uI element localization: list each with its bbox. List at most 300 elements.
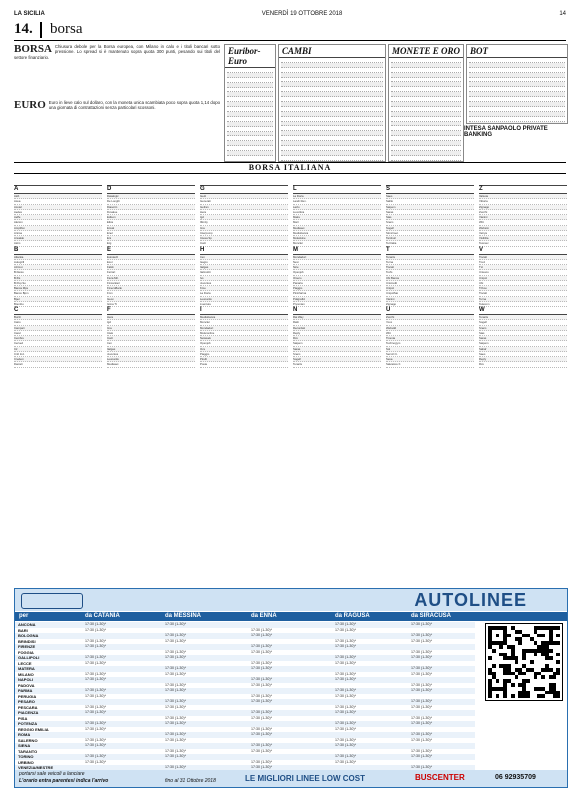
- stock-column: [200, 175, 288, 585]
- qr-cell: [496, 694, 500, 698]
- stock-row: Tenaris: [386, 255, 474, 260]
- departure-time: 17:30 (1-30)*: [411, 655, 432, 659]
- qr-cell: [541, 634, 545, 638]
- stock-letter: F: [107, 307, 195, 315]
- section-header: [14, 20, 566, 41]
- stock-row: Webuild: [386, 326, 474, 331]
- stock-row: Sabaf: [479, 347, 567, 352]
- stock-row: Vianini: [479, 215, 567, 220]
- stock-row: Zignago: [386, 302, 474, 307]
- qr-cell: [496, 679, 500, 683]
- departure-time: 17:30 (1-30)*: [85, 759, 106, 764]
- brand: BUSCENTER: [415, 773, 465, 782]
- paper-name: LA SICILIA: [14, 10, 45, 17]
- stock-row: Tiscali: [479, 255, 567, 260]
- stock-row: Rai Way: [293, 315, 381, 320]
- stock-row: Cerved: [14, 341, 102, 346]
- stock-row: Intesa Sp: [200, 236, 288, 241]
- box-rows: [389, 58, 463, 162]
- city-name: BRINDISI: [18, 638, 36, 644]
- stock-row: Yoox: [386, 320, 474, 325]
- qr-cell: [549, 656, 553, 660]
- stock-row: B.Desio: [14, 270, 102, 275]
- stock-row: Acea: [14, 199, 102, 204]
- departure-time: 17:30 (1-30)*: [251, 748, 272, 753]
- departure-time: 17:30 (1-30)*: [165, 638, 186, 643]
- stock-letter: M: [293, 247, 381, 255]
- stock-row: Prysmian: [293, 302, 381, 307]
- stock-row: Recordati: [293, 326, 381, 331]
- city-name: PARMA: [18, 688, 33, 693]
- departure-time: 17:30 (1-30)*: [251, 677, 272, 681]
- stock-row: Buzzi: [14, 315, 102, 320]
- stock-row: Mondadori: [293, 255, 381, 260]
- stock-row: Saras: [293, 347, 381, 352]
- qr-cell: [488, 656, 492, 660]
- qr-cell: [549, 649, 553, 653]
- stock-letter: G: [200, 186, 288, 194]
- stock-column: [14, 175, 102, 585]
- departure-time: 17:30 (1-30)*: [411, 622, 432, 626]
- departure-time: 17:30 (1-30)*: [411, 682, 432, 687]
- departure-time: 17:30 (1-30)*: [335, 688, 356, 692]
- article-body: Euro in lieve calo sul dollaro, con la moneta unica scambiata poco sopra quota 1,14 dopo una giornata di contrattazioni senza particolari scossoni.: [48, 100, 220, 111]
- city-name: LECCE: [18, 660, 32, 666]
- box-title: MONETE E ORO: [389, 45, 463, 58]
- departure-time: 17:30 (1-30)*: [335, 671, 356, 676]
- departure-time: 17:30 (1-30)*: [411, 765, 432, 769]
- departure-time: 17:30 (1-30)*: [335, 655, 356, 659]
- stock-row: Hera: [200, 210, 288, 215]
- departure-time: 17:30 (1-30)*: [85, 627, 106, 632]
- stock-row: Erg: [107, 241, 195, 246]
- stock-row: Anima: [14, 231, 102, 236]
- stock-row: Sogefi: [479, 320, 567, 325]
- stock-row: Reply: [293, 331, 381, 336]
- stock-row: Servizi It.: [386, 352, 474, 357]
- departure-time: 17:30 (1-30)*: [251, 644, 272, 648]
- departure-time: 17:30 (1-30)*: [251, 682, 272, 687]
- box-title: CAMBI: [279, 45, 385, 58]
- departure-time: 17:30 (1-30)*: [411, 704, 432, 709]
- stock-row: Triboo: [479, 286, 567, 291]
- col-per: per: [19, 613, 29, 619]
- autolinee-banner: [15, 589, 567, 611]
- stock-row: Safilo: [386, 199, 474, 204]
- departure-time: 17:30 (1-30)*: [251, 627, 272, 632]
- stock-row: Lventure: [200, 302, 288, 307]
- stock-row: Inwit: [107, 336, 195, 341]
- stock-row: Azimut: [14, 265, 102, 270]
- qr-cell: [556, 626, 560, 630]
- stock-row: Sesa: [386, 357, 474, 362]
- city-name: MILANO: [18, 671, 34, 677]
- stock-row: Falck: [107, 265, 195, 270]
- departure-time: 17:30 (1-30)*: [411, 666, 432, 670]
- departure-time: 17:30 (1-30)*: [251, 699, 272, 703]
- departure-time: 17:30 (1-30)*: [165, 754, 186, 758]
- stock-row: Tod's: [386, 270, 474, 275]
- stock-row: Intek: [107, 331, 195, 336]
- city-name: TORINO: [18, 754, 34, 759]
- departure-time: 17:30 (1-30)*: [335, 644, 356, 648]
- stock-row: Italgas: [107, 347, 195, 352]
- stock-row: Enel: [107, 231, 195, 236]
- stock-row: Reply: [479, 357, 567, 362]
- stock-letter: T: [386, 247, 474, 255]
- stock-row: Italgas: [200, 265, 288, 270]
- departure-time: 17:30 (1-30)*: [85, 704, 106, 709]
- stock-row: Fnm: [107, 291, 195, 296]
- stock-row: Stmicroel.: [386, 231, 474, 236]
- stock-letter: L: [293, 186, 381, 194]
- stock-row: Trevi: [479, 260, 567, 265]
- city-name: ROMA: [18, 732, 31, 737]
- stock-row: Geox: [107, 297, 195, 302]
- stock-letter: A: [14, 186, 102, 194]
- qr-cell: [556, 641, 560, 645]
- stock-row: Gima Tt: [107, 302, 195, 307]
- stock-row: Mediobanca: [293, 231, 381, 236]
- stock-row: Iren: [200, 255, 288, 260]
- stock-row: Wiit: [479, 220, 567, 225]
- stock-row: Interpump: [200, 231, 288, 236]
- stock-row: Iren: [107, 341, 195, 346]
- departure-time: 17:30 (1-30)*: [251, 732, 272, 736]
- departure-time: 17:30 (1-30)*: [411, 688, 432, 692]
- departure-time: 17:30 (1-30)*: [251, 743, 272, 747]
- autolinee-ad: [14, 588, 568, 788]
- stock-row: Banco Bpm: [14, 291, 102, 296]
- city-name: PERUGIA: [18, 693, 37, 699]
- qr-cell: [503, 694, 507, 698]
- city-name: SIENA: [18, 743, 31, 748]
- stock-row: Unieuro: [479, 270, 567, 275]
- stock-row: Juventus: [107, 352, 195, 357]
- departure-time: 17:30 (1-30)*: [251, 710, 272, 714]
- stock-column-header: [14, 175, 102, 186]
- departure-time: 17:30 (1-30)*: [85, 754, 106, 758]
- stock-row: Ovs: [200, 347, 288, 352]
- departure-time: 17:30 (1-30)*: [165, 704, 186, 709]
- stock-row: Piaggio: [293, 286, 381, 291]
- stock-row: Pininfarina: [293, 291, 381, 296]
- stock-row: Pirelli: [200, 357, 288, 362]
- stock-row: Ima: [200, 226, 288, 231]
- qr-code[interactable]: [485, 623, 563, 701]
- departure-time: 17:30 (1-30)*: [251, 660, 272, 665]
- stock-row: A2A: [14, 194, 102, 199]
- box-rows: [279, 58, 385, 162]
- departure-time: 17:30 (1-30)*: [165, 721, 186, 725]
- stock-row: Poste: [200, 362, 288, 367]
- qr-cell: [526, 679, 530, 683]
- stock-row: Ivs: [200, 276, 288, 281]
- departure-time: 17:30 (1-30)*: [85, 726, 106, 731]
- city-name: GALLIPOLI: [18, 655, 40, 660]
- box-row: [227, 151, 273, 156]
- departure-time: 17:30 (1-30)*: [251, 759, 272, 764]
- stock-row: Saras: [479, 336, 567, 341]
- bus-icon: [21, 593, 83, 609]
- stock-row: Openjob: [293, 270, 381, 275]
- qr-cell: [541, 694, 545, 698]
- city-name: TARANTO: [18, 748, 38, 754]
- stock-row: Technogym: [386, 341, 474, 346]
- departure-time: 17:30 (1-30)*: [165, 655, 186, 659]
- departure-time: 17:30 (1-30)*: [85, 710, 106, 714]
- departure-time: 17:30 (1-30)*: [165, 699, 186, 703]
- stock-row: De Longhi: [107, 199, 195, 204]
- city-name: SALERNO: [18, 737, 38, 743]
- stock-row: Rcs: [293, 336, 381, 341]
- autolinee-footer: [15, 770, 567, 787]
- stock-row: Nice: [293, 265, 381, 270]
- box-row: [469, 122, 565, 124]
- stock-row: Kme: [200, 286, 288, 291]
- stock-row: Snam: [479, 326, 567, 331]
- stock-row: Lazio: [293, 205, 381, 210]
- stock-row: Landi Ren.: [293, 199, 381, 204]
- stock-row: Unipol: [479, 276, 567, 281]
- departure-time: 17:30 (1-30)*: [85, 688, 106, 692]
- stock-row: Sias: [479, 331, 567, 336]
- stock-row: Zucchi: [386, 315, 474, 320]
- box-rows: [467, 58, 567, 124]
- city-name: PESCARA: [18, 704, 38, 710]
- stock-letter: E: [107, 247, 195, 255]
- autolinee-title: AUTOLINEE: [414, 590, 527, 610]
- stock-row: Italmobil.: [200, 270, 288, 275]
- stock-row: Exor: [107, 260, 195, 265]
- city-name: PISA: [18, 715, 28, 721]
- stock-row: Cairo: [14, 320, 102, 325]
- departure-time: 17:30 (1-30)*: [335, 759, 356, 764]
- departure-time: 17:30 (1-30)*: [85, 644, 106, 648]
- intesa-ad: [464, 126, 566, 160]
- qr-cell: [511, 683, 515, 687]
- stock-row: Tiscali: [386, 265, 474, 270]
- stock-row: Saipem: [479, 341, 567, 346]
- stock-column: [386, 175, 474, 585]
- stock-row: Websim: [479, 226, 567, 231]
- city-name: BOLOGNA: [18, 633, 39, 638]
- box-rows: [225, 68, 275, 156]
- article-euro: [14, 100, 220, 158]
- departure-time: 17:30 (1-30)*: [251, 649, 272, 654]
- stock-row: Bper: [14, 297, 102, 302]
- departure-time: 17:30 (1-30)*: [335, 704, 356, 709]
- stock-letter: C: [14, 307, 102, 315]
- stock-row: Astm: [14, 241, 102, 246]
- phone[interactable]: 06 92935709: [495, 774, 536, 781]
- stock-row: Vittoria: [479, 199, 567, 204]
- stock-row: Visibilia: [479, 236, 567, 241]
- departure-time: 17:30 (1-30)*: [411, 633, 432, 637]
- stock-row: Fiera Mil.: [107, 276, 195, 281]
- footer-mid: L'orario entra parentesi indica l'arrivo: [19, 778, 109, 784]
- departure-time: 17:30 (1-30)*: [335, 677, 356, 681]
- departure-time: 17:30 (1-30)*: [85, 743, 106, 747]
- qr-cell: [530, 660, 534, 664]
- stock-row: Mondadori: [200, 326, 288, 331]
- stock-row: Tenaris: [293, 362, 381, 367]
- stock-row: Amplifon: [14, 226, 102, 231]
- departure-time: 17:30 (1-30)*: [335, 743, 356, 747]
- stock-row: Marr: [293, 220, 381, 225]
- departure-time: 17:30 (1-30)*: [165, 715, 186, 720]
- stock-row: Atlantia: [14, 255, 102, 260]
- section-number: 14.: [14, 21, 33, 37]
- stock-row: Sogefi: [293, 357, 381, 362]
- stock-row: Banca Mps: [14, 286, 102, 291]
- stock-row: Cnh Ind.: [14, 352, 102, 357]
- stock-row: Saras: [386, 210, 474, 215]
- departure-time: 17:30 (1-30)*: [335, 693, 356, 698]
- stock-row: Campari: [14, 326, 102, 331]
- stock-row: Fincantieri: [107, 281, 195, 286]
- stock-row: La Doria: [200, 291, 288, 296]
- departure-time: 17:30 (1-30)*: [251, 715, 272, 720]
- borsa-italiana-title: BORSA ITALIANA: [14, 162, 566, 174]
- stock-row: Orsero: [293, 276, 381, 281]
- departure-time: 17:30 (1-30)*: [335, 660, 356, 665]
- departure-time: 17:30 (1-30)*: [251, 726, 272, 731]
- qr-cell: [496, 634, 500, 638]
- departure-time: 17:30 (1-30)*: [85, 671, 106, 676]
- departure-time: 17:30 (1-30)*: [335, 721, 356, 725]
- stock-row: FinecoBank: [107, 286, 195, 291]
- footer-left: portarsi sale veicoli a lanciare: [19, 771, 85, 777]
- stock-row: Moncler: [200, 320, 288, 325]
- stock-row: Igd: [200, 215, 288, 220]
- stock-row: Tiscali: [479, 291, 567, 296]
- cambi-box: [278, 44, 386, 162]
- stock-row: Gedi: [200, 194, 288, 199]
- departure-time: 17:30 (1-30)*: [165, 671, 186, 676]
- stock-row: Snam: [293, 352, 381, 357]
- col-ragusa: da RAGUSA: [335, 613, 370, 619]
- stock-row: Salvatore F.: [386, 362, 474, 367]
- stock-letter: B: [14, 247, 102, 255]
- article-head: EURO: [14, 100, 46, 111]
- stock-row: Rcs: [479, 362, 567, 367]
- departure-time: 17:30 (1-30)*: [411, 715, 432, 720]
- page-number: 14: [559, 10, 566, 17]
- stock-row: Zignago: [479, 205, 567, 210]
- stock-column-header: [293, 175, 381, 186]
- footer-note: fino al 31 Ottobre 2018: [165, 778, 216, 784]
- city-name: NAPOLI: [18, 677, 34, 682]
- stock-row: Acotel: [14, 205, 102, 210]
- qr-cell: [499, 645, 503, 649]
- stock-column-header: [200, 175, 288, 186]
- stock-row: Terna: [479, 297, 567, 302]
- qr-cell: [553, 675, 557, 679]
- stock-letter: D: [107, 186, 195, 194]
- departure-time: 17:30 (1-30)*: [411, 671, 432, 676]
- qr-cell: [492, 664, 496, 668]
- section-divider: [40, 22, 42, 38]
- city-name: REGGIO EMILIA: [18, 726, 49, 732]
- city-name: FOGGIA: [18, 649, 34, 655]
- stock-row: Mutuionline: [200, 331, 288, 336]
- qr-cell: [492, 649, 496, 653]
- stock-row: Saes: [479, 352, 567, 357]
- stock-row: Moncler: [293, 241, 381, 246]
- qr-cell: [526, 694, 530, 698]
- stock-row: Panaria: [293, 281, 381, 286]
- departure-time: 17:30 (1-30)*: [411, 699, 432, 703]
- stock-row: Mediobanca: [200, 315, 288, 320]
- departure-time: 17:30 (1-30)*: [251, 666, 272, 670]
- stock-row: Maire: [293, 215, 381, 220]
- city-name: PADOVA: [18, 682, 35, 688]
- stock-row: Ratti: [293, 320, 381, 325]
- slogan: LE MIGLIORI LINEE LOW COST: [245, 774, 365, 783]
- stock-row: Tenaris: [479, 315, 567, 320]
- stock-row: Eni: [107, 236, 195, 241]
- departure-time: 17:30 (1-30)*: [85, 737, 106, 742]
- qr-cell: [534, 653, 538, 657]
- stock-row: Diasorin: [107, 205, 195, 210]
- stock-row: UnipolSai: [386, 291, 474, 296]
- departure-time: 17:30 (1-30)*: [165, 748, 186, 753]
- departure-time: 17:30 (1-30)*: [251, 693, 272, 698]
- stock-row: Credem: [14, 357, 102, 362]
- departure-time: 17:30 (1-30)*: [335, 754, 356, 758]
- stock-row: Nexi: [293, 260, 381, 265]
- stock-row: Terna: [386, 260, 474, 265]
- stock-row: Leonardo: [107, 357, 195, 362]
- stock-row: Carel: [14, 331, 102, 336]
- stock-row: Mediaset: [293, 226, 381, 231]
- stock-letter: H: [200, 247, 288, 255]
- stock-row: Sias: [386, 215, 474, 220]
- departure-time: 17:30 (1-30)*: [165, 732, 186, 736]
- departure-time: 17:30 (1-30)*: [411, 748, 432, 753]
- stock-letter: V: [479, 247, 567, 255]
- stock-row: Tesmec: [479, 241, 567, 246]
- stock-row: Danieli: [14, 362, 102, 367]
- city-name: POTENZA: [18, 721, 38, 726]
- stock-row: Gefran: [200, 205, 288, 210]
- qr-cell: [556, 634, 560, 638]
- stock-row: Leonardo: [200, 297, 288, 302]
- city-name: VENEZIA/MESTRE: [18, 765, 54, 770]
- stock-row: Moleskine: [293, 236, 381, 241]
- departure-time: 17:30 (1-30)*: [165, 688, 186, 692]
- stock-row: Autogrill: [14, 260, 102, 265]
- stock-row: Mediaset: [107, 362, 195, 367]
- stock-row: Aedes: [14, 210, 102, 215]
- stock-letter: U: [386, 307, 474, 315]
- stock-row: B.Ifis: [14, 276, 102, 281]
- stock-row: Igd: [107, 320, 195, 325]
- stock-letter: W: [479, 307, 567, 315]
- stock-row: Cir: [14, 347, 102, 352]
- qr-cell: [515, 660, 519, 664]
- article-borsa: [14, 44, 220, 96]
- euribor-box: [224, 44, 276, 162]
- stock-row: Hera: [107, 315, 195, 320]
- departure-time: 17:30 (1-30)*: [335, 638, 356, 643]
- stock-row: Cembre: [14, 336, 102, 341]
- city-name: FIRENZE: [18, 644, 36, 649]
- departure-time: 17:30 (1-30)*: [335, 710, 356, 714]
- page-date: VENERDÌ 19 OTTOBRE 2018: [261, 10, 343, 17]
- city-name: PIACENZA: [18, 710, 39, 715]
